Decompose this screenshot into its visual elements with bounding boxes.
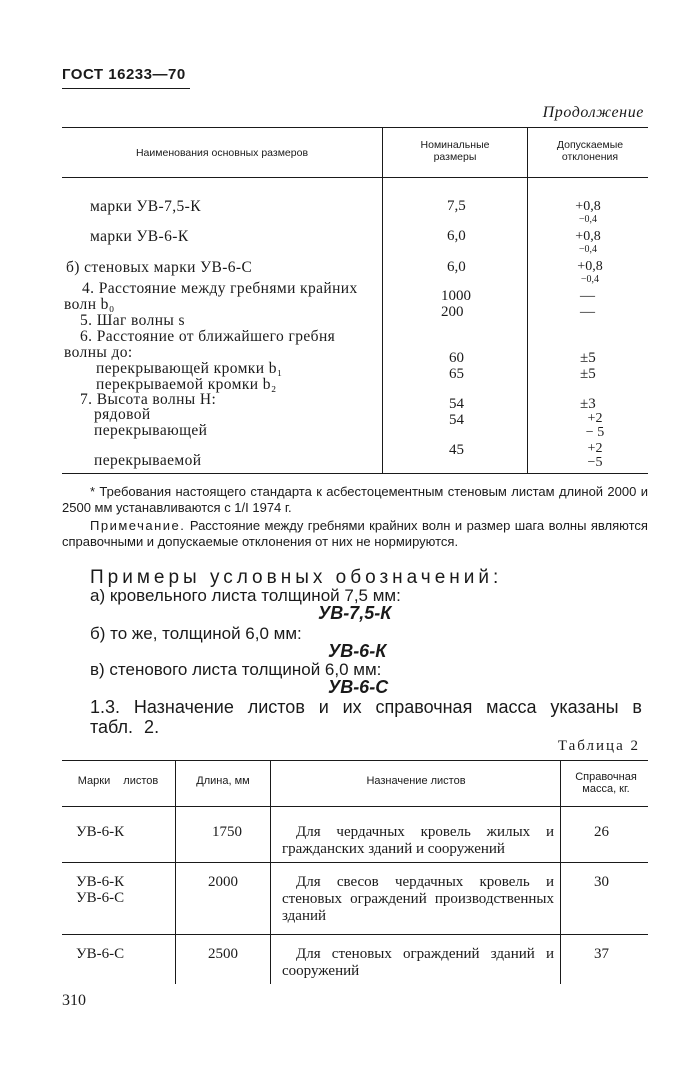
table-row-name: рядовой (94, 406, 151, 423)
table2-col-divider (560, 760, 561, 984)
table-row-name: перекрывающей (94, 422, 208, 439)
table-row-tolerance: ±5 (580, 366, 596, 382)
note (62, 518, 648, 550)
table1-header-name: Наименования основных размеров (135, 147, 309, 159)
table-row-mass: 37 (594, 946, 609, 962)
header-underline (62, 88, 190, 89)
table-row-tolerance: — (580, 288, 595, 304)
table-row-name: перекрывающей кромки b₁ (96, 360, 283, 377)
table-row-name: б) стеновых марки УВ-6-С (66, 259, 253, 276)
table-row-name-cont: волн b₀ (64, 296, 115, 313)
table-row-tolerance: +0,8 −0,4 (577, 259, 603, 285)
example-line: б) то же, толщиной 6,0 мм: (90, 624, 302, 643)
table-row-tolerance: +0,8 −0,4 (575, 199, 601, 225)
paragraph-1-3: 1.3. Назначение листов и их справочная масса указаны в табл. 2. (90, 697, 642, 737)
table-row-mass: 26 (594, 824, 609, 840)
table-row-nominal: 54 (449, 412, 464, 428)
table-row-mark: УВ-6-К (76, 824, 125, 840)
table-row-tolerance: +2 −5 (587, 441, 603, 470)
table2-col-divider (175, 760, 176, 984)
table1-col-divider (382, 127, 383, 473)
page-number: 310 (62, 992, 86, 1009)
table1-bottom-rule (62, 473, 648, 474)
table-row-nominal: 45 (449, 442, 464, 458)
table-row-purpose: Для стеновых ограждений зданий и сооружений (282, 946, 554, 979)
table-row-nominal: 60 (449, 350, 464, 366)
note-label: Примечание. (90, 518, 186, 533)
table-row-tolerance: +2 − 5 (585, 411, 605, 440)
table2-header-purpose: Назначение листов (366, 775, 466, 787)
table-row-length: 2000 (208, 874, 238, 890)
table-row-length: 1750 (212, 824, 242, 840)
table-row-purpose: Для чердачных кровель жилых и гражданских зданий и сооружений (282, 824, 554, 857)
table-row-nominal: 200 (441, 304, 464, 320)
table-row-tolerance: ±5 (580, 350, 596, 366)
table-row-name: 4. Расстояние между гребнями крайних (82, 280, 358, 297)
table-row-nominal: 1000 (441, 288, 471, 304)
table1-header-nominal: Номинальные размеры (420, 139, 490, 163)
table2-caption: Таблица 2 (557, 738, 640, 754)
table-row-nominal: 65 (449, 366, 464, 382)
table-row-nominal: 54 (449, 396, 464, 412)
table-row-name: 5. Шаг волны s (80, 312, 185, 329)
table-row-nominal: 6,0 (447, 228, 466, 244)
table-row-mark: УВ-6-С (76, 890, 125, 906)
table-row-length: 2500 (208, 946, 238, 962)
table-row-tolerance: +0,8 −0,4 (575, 229, 601, 255)
example-line: в) стенового листа толщиной 6,0 мм: (90, 660, 382, 679)
table2-header-marks: Марки листов (77, 775, 159, 787)
table1-header-rule (62, 177, 648, 178)
continuation-label: Продолжение (542, 104, 644, 121)
table-row-mass: 30 (594, 874, 609, 890)
table2-header-length: Длина, мм (196, 775, 250, 787)
table-row-name: марки УВ-7,5-К (90, 198, 201, 215)
table-row-name: перекрываемой кромки b₂ (96, 376, 277, 393)
example-code: УВ-6-К (328, 641, 387, 661)
table-row-tolerance: — (580, 304, 595, 320)
examples-title: Примеры условных обозначений: (90, 567, 503, 588)
table2-col-divider (270, 760, 271, 984)
table-row-mark: УВ-6-К (76, 874, 125, 890)
table-row-name: марки УВ-6-К (90, 228, 189, 245)
footnote: * Требования настоящего стандарта к асбестоцементным стеновым листам длиной 2000 и 2500 мм устанавливаются с 1/I 1974 г. (62, 484, 648, 515)
table-row-name: перекрываемой (94, 452, 202, 469)
table-row-tolerance: ±3 (580, 396, 596, 412)
table-row-name-cont: волны до: (64, 344, 133, 361)
note-text: Расстояние между гребнями крайних волн и размер шага волны являются справочными и допускаемые отклонения от них не нормируются. (62, 518, 648, 549)
table1-top-rule (62, 127, 648, 128)
table-row-nominal: 6,0 (447, 259, 466, 275)
table-row-name: 6. Расстояние от ближайшего гребня (80, 328, 336, 345)
table2-header-mass: Справочная масса, кг. (575, 771, 637, 795)
example-code: УВ-6-С (328, 677, 389, 697)
table-row-mark: УВ-6-С (76, 946, 125, 962)
table-row-name: 7. Высота волны H: (80, 391, 217, 408)
example-code: УВ-7,5-К (318, 603, 392, 623)
table-row-nominal: 7,5 (447, 198, 466, 214)
example-line: а) кровельного листа толщиной 7,5 мм: (90, 586, 401, 605)
table1-header-tolerance: Допускаемые отклонения (556, 139, 624, 163)
table-row-purpose: Для свесов чердачных кровель и стеновых ограждений производственных зданий (282, 874, 554, 924)
standard-header: ГОСТ 16233—70 (62, 66, 186, 83)
table1-col-divider (527, 127, 528, 473)
